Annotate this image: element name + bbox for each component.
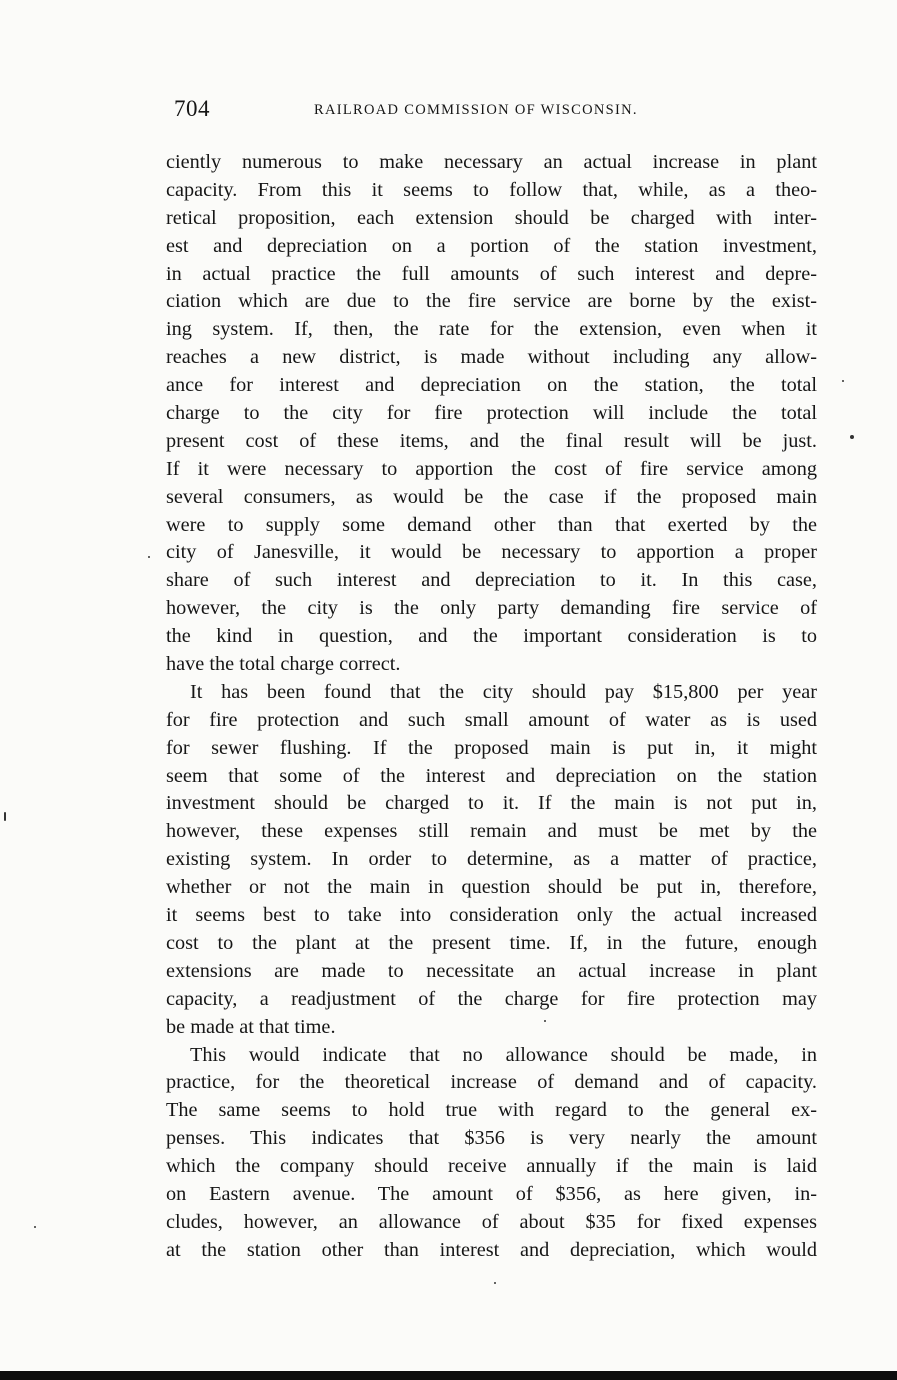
text-line: were to supply some demand other than that exerted by the (166, 513, 817, 536)
text-line: city of Janesville, it would be necessary to apportion a proper (166, 541, 817, 564)
text-line: If it were necessary to apportion the cost of fire service among (166, 457, 817, 480)
paragraph (166, 1042, 817, 1265)
print-speck (148, 556, 150, 558)
text-line: est and depreciation on a portion of the station investment, (166, 234, 817, 257)
print-speck (494, 1282, 496, 1284)
text-line: cludes, however, an allowance of about $35 for fixed expenses (166, 1210, 817, 1233)
text-line: reaches a new district, is made without including any allow- (166, 346, 817, 369)
print-speck (34, 1226, 36, 1228)
text-line: capacity. From this it seems to follow that, while, as a theo- (166, 178, 817, 201)
print-speck (544, 1020, 546, 1022)
print-speck (842, 380, 844, 382)
scan-bottom-edge (0, 1371, 897, 1380)
text-line: several consumers, as would be the case if the proposed main (166, 485, 817, 508)
text-line: however, these expenses still remain and must be met by the (166, 820, 817, 843)
text-line: existing system. In order to determine, as a matter of practice, (166, 848, 817, 871)
text-line: be made at that time. (166, 1015, 336, 1038)
text-line: in actual practice the full amounts of such interest and depre- (166, 262, 817, 285)
text-line: It has been found that the city should pay $15,800 per year (190, 680, 817, 703)
text-line: which the company should receive annually if the main is laid (166, 1155, 817, 1178)
text-line: at the station other than interest and depreciation, which would (166, 1238, 817, 1261)
print-speck (850, 435, 854, 439)
text-line: however, the city is the only party demanding fire service of (166, 597, 817, 620)
text-line: investment should be charged to it. If the main is not put in, (166, 792, 817, 815)
text-line: seem that some of the interest and depreciation on the station (166, 764, 817, 787)
text-line: for sewer flushing. If the proposed main is put in, it might (166, 736, 817, 759)
text-line: The same seems to hold true with regard to the general ex- (166, 1099, 817, 1122)
text-line: have the total charge correct. (166, 653, 401, 676)
text-line: for fire protection and such small amount of water as is used (166, 708, 817, 731)
text-line: ciation which are due to the fire service are borne by the exist- (166, 290, 817, 313)
running-head: RAILROAD COMMISSION OF WISCONSIN. (314, 102, 638, 118)
text-line: whether or not the main in question should be put in, therefore, (166, 876, 817, 899)
text-line: it seems best to take into consideration only the actual increased (166, 904, 817, 927)
body-text (166, 149, 817, 1265)
text-line: cost to the plant at the present time. If, in the future, enough (166, 931, 817, 954)
text-line: on Eastern avenue. The amount of $356, as here given, in- (166, 1182, 817, 1205)
page-number: 704 (174, 96, 210, 121)
text-line: capacity, a readjustment of the charge for fire protection may (166, 987, 817, 1010)
text-line: share of such interest and depreciation to it. In this case, (166, 569, 817, 592)
text-line: ciently numerous to make necessary an actual increase in plant (166, 151, 817, 173)
page-header (174, 96, 817, 128)
text-line: This would indicate that no allowance should be made, in (190, 1043, 817, 1066)
text-line: ing system. If, then, the rate for the extension, even when it (166, 318, 817, 341)
text-line: extensions are made to necessitate an actual increase in plant (166, 959, 817, 982)
paragraph (166, 149, 817, 679)
text-line: practice, for the theoretical increase of demand and of capacity. (166, 1071, 817, 1094)
text-line: charge to the city for fire protection will include the total (166, 402, 817, 425)
text-line: retical proposition, each extension should be charged with inter- (166, 206, 817, 229)
text-line: the kind in question, and the important consideration is to (166, 625, 817, 648)
text-line: ance for interest and depreciation on the station, the total (166, 374, 817, 397)
text-line: penses. This indicates that $356 is very nearly the amount (166, 1127, 817, 1150)
paragraph (166, 679, 817, 1042)
print-speck (4, 812, 6, 821)
text-line: present cost of these items, and the final result will be just. (166, 429, 817, 452)
